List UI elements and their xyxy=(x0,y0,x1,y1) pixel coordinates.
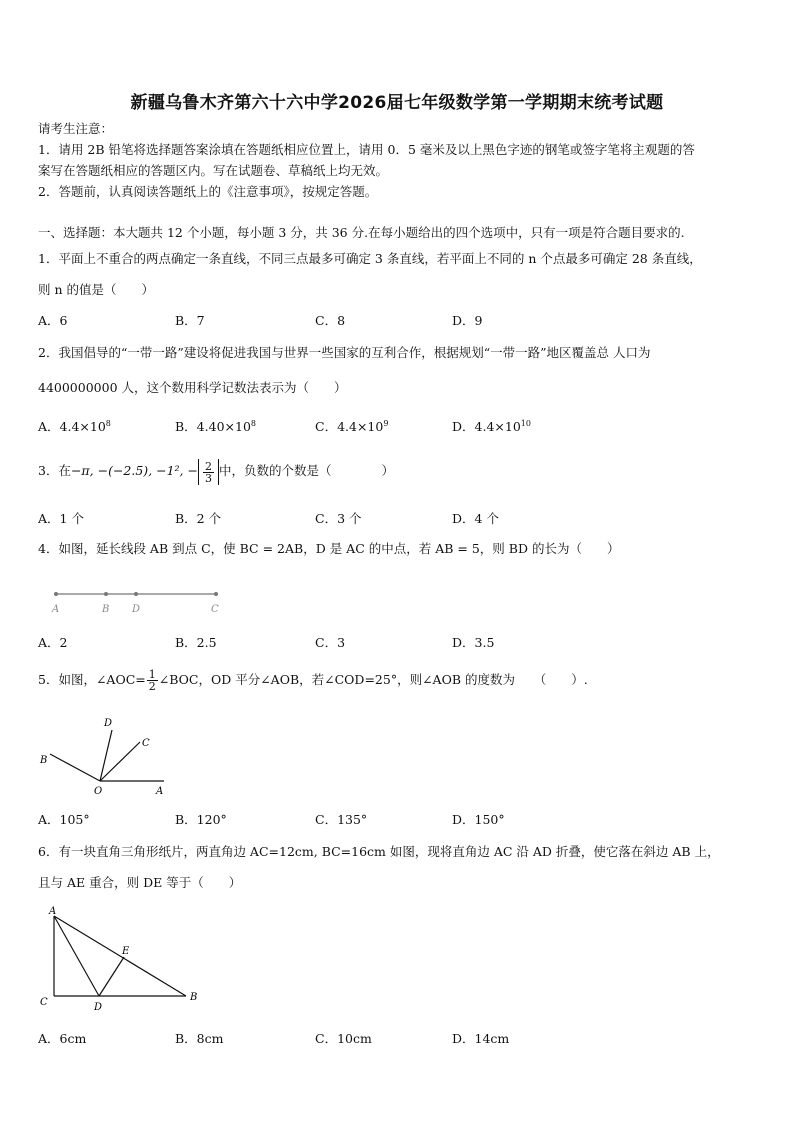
q1-option-a[interactable]: A．6 xyxy=(38,313,68,328)
ray-ob xyxy=(50,754,100,781)
label-d: D xyxy=(94,1002,103,1013)
label-c: C xyxy=(40,997,48,1008)
label-o: O xyxy=(94,786,103,797)
label-b: B xyxy=(102,604,110,615)
q5-stem: 5．如图，∠AOC= $\frac{1}{2}$ ∠BOC，OD 平分∠AOB，若∠COD=25°，则∠AOB 的度数为 （ ）. xyxy=(38,668,588,693)
q2-line-2: 4400000000 人，这个数用科学记数法表示为（ ） xyxy=(38,380,347,395)
q2-option-d[interactable]: D．$4.4\times 10^{10}$ xyxy=(452,419,531,434)
fold-line-ad xyxy=(54,916,99,996)
q5-option-a[interactable]: A．105° xyxy=(38,812,90,827)
q6-line-2: 且与 AE 重合，则 DE 等于（ ） xyxy=(38,875,242,890)
q5-option-c[interactable]: C．135° xyxy=(315,812,368,827)
q6-option-d[interactable]: D．14cm xyxy=(452,1031,510,1046)
label-b: B xyxy=(40,755,48,766)
notice-heading: 请考生注意： xyxy=(38,121,114,136)
q6-option-b[interactable]: B．8cm xyxy=(175,1031,224,1046)
q6-option-c[interactable]: C．10cm xyxy=(315,1031,372,1046)
q5-option-d[interactable]: D．150° xyxy=(452,812,505,827)
q4-segment-figure xyxy=(44,585,234,620)
q6-triangle-figure xyxy=(36,902,211,1014)
notice-item-1-line-1: 1．请用 2B 铅笔将选择题答案涂填在答题纸相应位置上，请用 0．5 毫米及以上黑色字迹的钢笔或签字笔将主观题的答 xyxy=(38,142,695,157)
q3-option-d[interactable]: D．4 个 xyxy=(452,511,499,526)
page-title: 新疆乌鲁木齐第六十六中学2026届七年级数学第一学期期末统考试题 xyxy=(130,93,664,113)
label-c: C xyxy=(211,604,219,615)
section-heading: 一、选择题：本大题共 12 个小题，每小题 3 分，共 36 分.在每小题给出的四个选项中，只有一项是符合题目要求的. xyxy=(38,225,685,240)
label-d: D xyxy=(132,604,141,615)
q4-option-a[interactable]: A．2 xyxy=(38,635,68,650)
notice-item-2: 2．答题前，认真阅读答题纸上的《注意事项》，按规定答题。 xyxy=(38,184,378,199)
q1-option-c[interactable]: C．8 xyxy=(315,313,346,328)
q6-option-a[interactable]: A．6cm xyxy=(38,1031,87,1046)
point-c xyxy=(214,592,218,596)
label-a: A xyxy=(52,604,60,615)
q2-option-c[interactable]: C．$4.4\times 10^9$ xyxy=(315,419,389,434)
label-a: A xyxy=(49,906,57,917)
q4-stem: 4．如图，延长线段 AB 到点 C，使 BC = 2AB，D 是 AC 的中点，若 AB = 5，则 BD 的长为（ ） xyxy=(38,541,620,556)
q4-option-c[interactable]: C．3 xyxy=(315,635,346,650)
q3-option-a[interactable]: A．1 个 xyxy=(38,511,84,526)
label-b: B xyxy=(190,992,198,1003)
q1-option-d[interactable]: D．9 xyxy=(452,313,483,328)
notice-item-1-line-2: 案写在答题纸相应的答题区内。写在试题卷、草稿纸上均无效。 xyxy=(38,163,389,178)
ray-oc xyxy=(100,742,140,781)
q3-stem: 3．在−π, −(−2.5), −1², − $\frac{2}{3}$ 中，负数的个数是（ ） xyxy=(38,459,394,485)
q4-option-b[interactable]: B．2.5 xyxy=(175,635,217,650)
q3-option-b[interactable]: B．2 个 xyxy=(175,511,222,526)
q2-option-b[interactable]: B．$4.40\times 10^8$ xyxy=(175,419,256,434)
q1-line-1: 1．平面上不重合的两点确定一条直线，不同三点最多可确定 3 条直线，若平面上不同的 n 个点最多可确定 28 条直线， xyxy=(38,251,702,266)
q4-option-d[interactable]: D．3.5 xyxy=(452,635,495,650)
absolute-value-bars: $\frac{2}{3}$ xyxy=(198,459,219,485)
ray-od xyxy=(100,730,112,781)
q2-line-1: 2．我国倡导的“一带一路”建设将促进我国与世界一些国家的互利合作，根据规划“一带一路”地区覆盖总 人口为 xyxy=(38,345,651,360)
point-d xyxy=(134,592,138,596)
label-d: D xyxy=(104,718,113,729)
q2-option-a[interactable]: A．$4.4\times 10^8$ xyxy=(38,419,111,434)
q1-option-b[interactable]: B．7 xyxy=(175,313,205,328)
q6-line-1: 6．有一块直角三角形纸片，两直角边 AC=12cm, BC=16cm 如图，现将直角边 AC 沿 AD 折叠，使它落在斜边 AB 上， xyxy=(38,844,720,859)
q5-angle-figure xyxy=(36,712,176,802)
point-b xyxy=(104,592,108,596)
q1-line-2: 则 n 的值是（ ） xyxy=(38,282,154,297)
q3-option-c[interactable]: C．3 个 xyxy=(315,511,362,526)
label-e: E xyxy=(122,946,130,957)
q5-option-b[interactable]: B．120° xyxy=(175,812,227,827)
label-c: C xyxy=(142,738,150,749)
label-a: A xyxy=(156,786,164,797)
hypotenuse-ab xyxy=(54,916,186,996)
point-a xyxy=(54,592,58,596)
segment-de xyxy=(99,957,124,996)
